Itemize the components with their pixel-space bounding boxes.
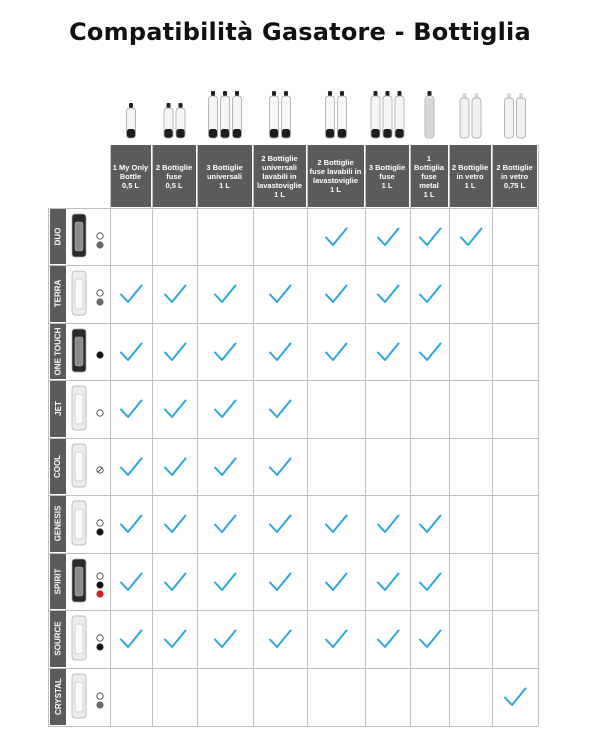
checkmark-icon: [212, 396, 238, 422]
grid-line: [365, 145, 366, 726]
soda-maker-icon: [68, 672, 90, 721]
checkmark-icon: [162, 569, 188, 595]
color-dot-hollow-icon: [96, 519, 104, 527]
fuse-bottle-0-5-icon: [152, 85, 197, 140]
color-dot-hollow-icon: [96, 692, 104, 700]
fuse-bottle-1l-icon: [365, 85, 410, 140]
soda-maker-icon: [68, 614, 90, 663]
checkmark-icon: [162, 339, 188, 365]
color-dot-striped-icon: [96, 466, 104, 474]
checkmark-icon: [323, 281, 349, 307]
checkmark-icon: [375, 339, 401, 365]
bottle-header-label: 1 My Only Bottle 0,5 L: [110, 145, 151, 207]
page-title: Compatibilità Gasatore - Bottiglia: [69, 18, 531, 46]
bottle-header-label: 2 Bottiglie in vetro 0,75 L: [492, 145, 537, 207]
color-dot-hollow-icon: [96, 634, 104, 642]
checkmark-icon: [417, 511, 443, 537]
machine-name: DUO: [53, 227, 63, 245]
machine-name: GENESIS: [53, 505, 63, 542]
machine-label: [50, 265, 66, 322]
grid-line: [48, 208, 538, 209]
universal-bottle-icon: [197, 85, 253, 140]
soda-maker-icon: [68, 384, 90, 433]
checkmark-icon: [375, 224, 401, 250]
machine-name: ONE TOUCH: [53, 327, 63, 375]
color-dot-red-icon: [96, 590, 104, 598]
checkmark-icon: [267, 569, 293, 595]
my-only-bottle-icon: [110, 85, 152, 140]
grid-line: [110, 145, 111, 726]
grid-line: [538, 145, 539, 726]
checkmark-icon: [323, 224, 349, 250]
machine-name: SOURCE: [53, 621, 63, 656]
bottle-header-label: 2 Bottiglie fuse 0,5 L: [152, 145, 196, 207]
checkmark-icon: [375, 281, 401, 307]
grid-line: [48, 323, 538, 324]
bottle-header-label: 1 Bottiglia fuse metal 1 L: [410, 145, 448, 207]
metal-bottle-icon: [410, 85, 449, 140]
checkmark-icon: [212, 511, 238, 537]
checkmark-icon: [323, 569, 349, 595]
checkmark-icon: [375, 569, 401, 595]
checkmark-icon: [417, 339, 443, 365]
glass-carafe-1l-icon: [449, 85, 492, 140]
color-dot-gray-icon: [96, 701, 104, 709]
grid-line: [48, 438, 538, 439]
bottle-header-label: 2 Bottiglie in vetro 1 L: [449, 145, 491, 207]
grid-line: [48, 265, 538, 266]
checkmark-icon: [212, 454, 238, 480]
grid-line: [48, 726, 538, 727]
checkmark-icon: [118, 626, 144, 652]
machine-name: CRYSTAL: [53, 678, 63, 715]
checkmark-icon: [267, 511, 293, 537]
checkmark-icon: [212, 626, 238, 652]
machine-label: [50, 610, 66, 667]
grid-line: [48, 208, 49, 726]
checkmark-icon: [267, 626, 293, 652]
grid-line: [48, 380, 538, 381]
machine-label: [50, 495, 66, 552]
grid-line: [449, 145, 450, 726]
checkmark-icon: [162, 281, 188, 307]
checkmark-icon: [212, 569, 238, 595]
checkmark-icon: [417, 626, 443, 652]
machine-name: TERRA: [53, 279, 63, 308]
bottle-header-label: 2 Bottiglie universali lavabili in lavastoviglie 1 L: [253, 145, 306, 207]
checkmark-icon: [162, 396, 188, 422]
checkmark-icon: [212, 339, 238, 365]
grid-line: [152, 145, 153, 726]
checkmark-icon: [323, 511, 349, 537]
checkmark-icon: [118, 396, 144, 422]
machine-label: [50, 553, 66, 609]
checkmark-icon: [375, 626, 401, 652]
checkmark-icon: [162, 511, 188, 537]
machine-label: [50, 380, 66, 437]
color-dot-black-icon: [96, 351, 104, 359]
checkmark-icon: [375, 511, 401, 537]
grid-line: [197, 145, 198, 726]
glass-carafe-0-75-icon: [492, 85, 538, 140]
color-dot-hollow-icon: [96, 572, 104, 580]
soda-maker-icon: [68, 442, 90, 490]
machine-label: [50, 323, 66, 379]
dishwasher-universal-bottle-icon: [253, 85, 307, 140]
checkmark-icon: [267, 281, 293, 307]
machine-name: JET: [53, 401, 63, 416]
checkmark-icon: [502, 684, 528, 710]
soda-maker-icon: [68, 269, 90, 318]
bottle-header-label: 3 Bottiglie universali 1 L: [197, 145, 252, 207]
machine-name: COOL: [53, 454, 63, 478]
checkmark-icon: [267, 454, 293, 480]
checkmark-icon: [118, 281, 144, 307]
color-dot-hollow-icon: [96, 289, 104, 297]
machine-label: [50, 208, 66, 264]
grid-line: [410, 145, 411, 726]
checkmark-icon: [417, 569, 443, 595]
color-dot-hollow-icon: [96, 409, 104, 417]
grid-line: [48, 495, 538, 496]
checkmark-icon: [267, 396, 293, 422]
checkmark-icon: [212, 281, 238, 307]
grid-line: [48, 610, 538, 611]
soda-maker-icon: [68, 212, 90, 260]
soda-maker-icon: [68, 327, 90, 375]
bottle-header-label: 2 Bottiglie fuse lavabili in lavastoviglie 1 L: [307, 145, 364, 207]
color-dot-gray-icon: [96, 241, 104, 249]
checkmark-icon: [162, 626, 188, 652]
machine-label: [50, 668, 66, 725]
color-dot-black-icon: [96, 643, 104, 651]
checkmark-icon: [458, 224, 484, 250]
checkmark-icon: [323, 626, 349, 652]
grid-line: [307, 145, 308, 726]
checkmark-icon: [118, 511, 144, 537]
machine-name: SPIRIT: [53, 568, 63, 594]
color-dot-black-icon: [96, 528, 104, 536]
grid-line: [48, 553, 538, 554]
grid-line: [253, 145, 254, 726]
machine-label: [50, 438, 66, 494]
color-dot-hollow-icon: [96, 232, 104, 240]
checkmark-icon: [417, 224, 443, 250]
grid-line: [48, 668, 538, 669]
color-dot-gray-icon: [96, 298, 104, 306]
soda-maker-icon: [68, 499, 90, 548]
grid-line: [492, 145, 493, 726]
color-dot-black-icon: [96, 581, 104, 589]
dishwasher-fuse-bottle-icon: [307, 85, 365, 140]
checkmark-icon: [267, 339, 293, 365]
checkmark-icon: [118, 454, 144, 480]
checkmark-icon: [118, 569, 144, 595]
checkmark-icon: [162, 454, 188, 480]
checkmark-icon: [118, 339, 144, 365]
checkmark-icon: [323, 339, 349, 365]
soda-maker-icon: [68, 557, 90, 605]
bottle-header-label: 3 Bottiglie fuse 1 L: [365, 145, 409, 207]
checkmark-icon: [417, 281, 443, 307]
